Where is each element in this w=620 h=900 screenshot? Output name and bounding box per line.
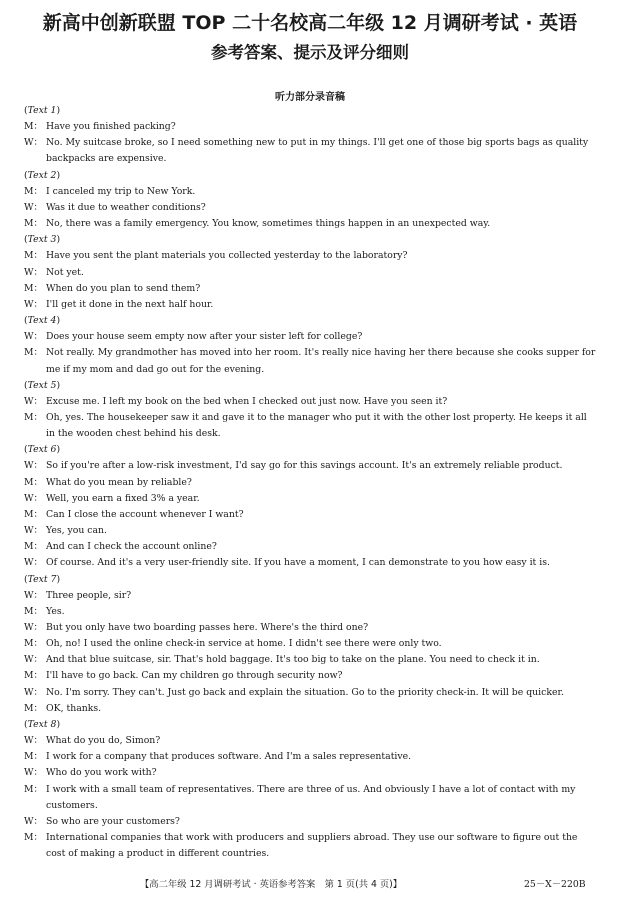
- text-marker-label: Text 8: [27, 718, 57, 730]
- dialogue-line: [24, 588, 598, 604]
- text-marker-label: Text 6: [27, 444, 57, 456]
- utterance-text: Have you sent the plant materials you collected yesterday to the laboratory?: [46, 250, 408, 262]
- utterance-text: And can I check the account online?: [46, 541, 217, 553]
- speaker-label: W：: [24, 137, 43, 149]
- utterance-text: Who do you work with?: [46, 767, 157, 779]
- text-marker: (Text 7): [24, 573, 61, 585]
- speaker-label: M：: [24, 638, 43, 650]
- speaker-label: W：: [24, 266, 43, 278]
- speaker-label: W：: [24, 298, 43, 310]
- footer-code: 25－X－220B: [524, 879, 586, 890]
- speaker-label: M：: [24, 282, 43, 294]
- speaker-label: M：: [24, 751, 43, 763]
- dialogue-line: [24, 281, 598, 297]
- speaker-label: W：: [24, 767, 43, 779]
- utterance-text: Not yet.: [46, 266, 84, 278]
- dialogue-line: [24, 216, 598, 232]
- speaker-label: W：: [24, 395, 43, 407]
- utterance-text: Well, you earn a fixed 3% a year.: [46, 492, 200, 504]
- dialogue-line: [24, 119, 598, 135]
- dialogue-line: [24, 749, 598, 765]
- page-footer: [0, 878, 620, 892]
- utterance-text: So if you're after a low-risk investment, I'd say go for this savings account. It's an extremely reliable product.: [46, 460, 563, 472]
- dialogue-line: [24, 668, 598, 684]
- dialogue-line: [24, 200, 598, 216]
- document-subtitle: 参考答案、提示及评分细则: [211, 43, 409, 62]
- speaker-label: W：: [24, 622, 43, 633]
- utterance-text: Not really. My grandmother has moved into her room. It's really nice having her there because she cooks supper for me if my mom and dad go out for the evening.: [46, 347, 596, 375]
- text-marker: (Text 3): [24, 234, 61, 246]
- dialogue-line: [24, 394, 598, 410]
- dialogue-line: [24, 475, 598, 491]
- speaker-label: W：: [24, 331, 43, 343]
- speaker-label: M：: [24, 218, 43, 230]
- utterance-text: Excuse me. I left my book on the bed when I checked out just now. Have you seen it?: [46, 395, 448, 407]
- dialogue-line: [24, 410, 598, 442]
- text-marker-label: Text 7: [27, 573, 57, 585]
- dialogue-line: [24, 297, 598, 313]
- dialogue-line: [24, 620, 598, 636]
- dialogue-line: [24, 265, 598, 281]
- document-title: 新高中创新联盟 TOP 二十名校高二年级 12 月调研考试 · 英语: [42, 12, 578, 34]
- dialogue-line: [24, 701, 598, 717]
- dialogue-line: [24, 636, 598, 652]
- speaker-label: M：: [24, 250, 43, 262]
- dialogue-line: [24, 248, 598, 264]
- speaker-label: M：: [24, 670, 43, 682]
- speaker-label: M：: [24, 347, 43, 359]
- transcript: [24, 103, 598, 862]
- utterance-text: Does your house seem empty now after your sister left for college?: [46, 331, 363, 343]
- utterance-text: And that blue suitcase, sir. That's hold baggage. It's too big to take on the plane. You need to check it in.: [46, 654, 540, 666]
- text-marker: (Text 8): [24, 718, 61, 730]
- utterance-text: Yes, you can.: [46, 525, 107, 537]
- utterance-text: I'll get it done in the next half hour.: [46, 298, 214, 310]
- utterance-text: What do you do, Simon?: [46, 735, 161, 747]
- utterance-text: No. I'm sorry. They can't. Just go back and explain the situation. Go to the priority check-in. It will be quicker.: [46, 686, 564, 698]
- dialogue-line: [24, 329, 598, 345]
- utterance-text: Oh, yes. The housekeeper saw it and gave it to the manager who put it with the other lost property. He keeps it all in the wooden chest behind his desk.: [46, 411, 587, 440]
- speaker-label: W：: [24, 589, 43, 601]
- dialogue-line: [24, 733, 598, 749]
- utterance-text: No. My suitcase broke, so I need something new to put in my things. I'll get one of those big sports bags as quality backpacks are expensive.: [46, 137, 589, 165]
- dialogue-line: [24, 765, 598, 781]
- utterance-text: So who are your customers?: [46, 815, 180, 827]
- utterance-text: OK, thanks.: [46, 702, 102, 714]
- speaker-label: M：: [24, 121, 43, 133]
- section-title: 听力部分录音稿: [275, 92, 345, 103]
- dialogue-line: [24, 814, 598, 830]
- utterance-text: I work for a company that produces software. And I'm a sales representative.: [46, 751, 412, 763]
- dialogue-line: [24, 507, 598, 523]
- dialogue-line: [24, 184, 598, 200]
- utterance-text: Have you finished packing?: [46, 121, 176, 133]
- text-marker: (Text 4): [24, 315, 61, 327]
- speaker-label: M：: [24, 783, 43, 795]
- speaker-label: M：: [24, 185, 43, 197]
- text-marker-label: Text 4: [27, 315, 57, 327]
- dialogue-line: [24, 491, 598, 507]
- utterance-text: Was it due to weather conditions?: [46, 201, 206, 213]
- utterance-text: No, there was a family emergency. You know, sometimes things happen in an unexpected way.: [46, 218, 491, 230]
- utterance-text: Oh, no! I used the online check-in service at home. I didn't see there were only two.: [46, 638, 442, 650]
- dialogue-line: [24, 555, 598, 571]
- text-marker: (Text 6): [24, 444, 61, 456]
- dialogue-line: [24, 652, 598, 668]
- speaker-label: W：: [24, 735, 43, 747]
- speaker-label: M：: [24, 702, 43, 714]
- dialogue-line: [24, 345, 598, 377]
- speaker-label: W：: [24, 525, 43, 537]
- utterance-text: But you only have two boarding passes here. Where's the third one?: [46, 622, 369, 633]
- speaker-label: W：: [24, 686, 43, 698]
- speaker-label: W：: [24, 492, 43, 504]
- dialogue-line: [24, 604, 598, 620]
- utterance-text: When do you plan to send them?: [46, 282, 201, 294]
- speaker-label: W：: [24, 815, 43, 827]
- utterance-text: Can I close the account whenever I want?: [46, 508, 244, 520]
- text-marker-label: Text 3: [27, 234, 57, 246]
- speaker-label: M：: [24, 508, 43, 520]
- speaker-label: W：: [24, 460, 43, 472]
- utterance-text: I canceled my trip to New York.: [46, 185, 196, 197]
- speaker-label: M：: [24, 605, 43, 617]
- utterance-text: International companies that work with producers and suppliers abroad. They use our software to figure out the cost of making a product in different countries.: [46, 832, 578, 860]
- dialogue-line: [24, 523, 598, 539]
- utterance-text: Of course. And it's a very user-friendly site. If you have a moment, I can demonstrate to you how easy it is.: [46, 557, 550, 569]
- speaker-label: M：: [24, 832, 43, 844]
- speaker-label: M：: [24, 541, 43, 553]
- text-marker-label: Text 2: [27, 169, 57, 181]
- text-marker: (Text 2): [24, 169, 61, 181]
- utterance-text: Yes.: [46, 605, 65, 617]
- text-marker-label: Text 1: [27, 105, 57, 116]
- dialogue-line: [24, 830, 598, 862]
- speaker-label: W：: [24, 654, 43, 666]
- speaker-label: W：: [24, 557, 43, 569]
- utterance-text: Three people, sir?: [46, 589, 132, 601]
- text-marker: (Text 1): [24, 105, 61, 116]
- footer-label: 【高二年级 12 月调研考试 · 英语参考答案 第 1 页(共 4 页)】: [140, 879, 403, 890]
- text-marker-label: Text 5: [27, 379, 57, 391]
- speaker-label: M：: [24, 411, 43, 423]
- utterance-text: I'll have to go back. Can my children go through security now?: [46, 670, 343, 682]
- dialogue-line: [24, 135, 598, 167]
- speaker-label: M：: [24, 476, 43, 488]
- speaker-label: W：: [24, 201, 43, 213]
- utterance-text: What do you mean by reliable?: [46, 476, 192, 488]
- text-marker: (Text 5): [24, 379, 61, 391]
- dialogue-line: [24, 685, 598, 701]
- utterance-text: I work with a small team of representatives. There are three of us. And obviously I have a lot of contact with my customers.: [46, 783, 576, 811]
- dialogue-line: [24, 458, 598, 474]
- dialogue-line: [24, 539, 598, 555]
- dialogue-line: [24, 782, 598, 814]
